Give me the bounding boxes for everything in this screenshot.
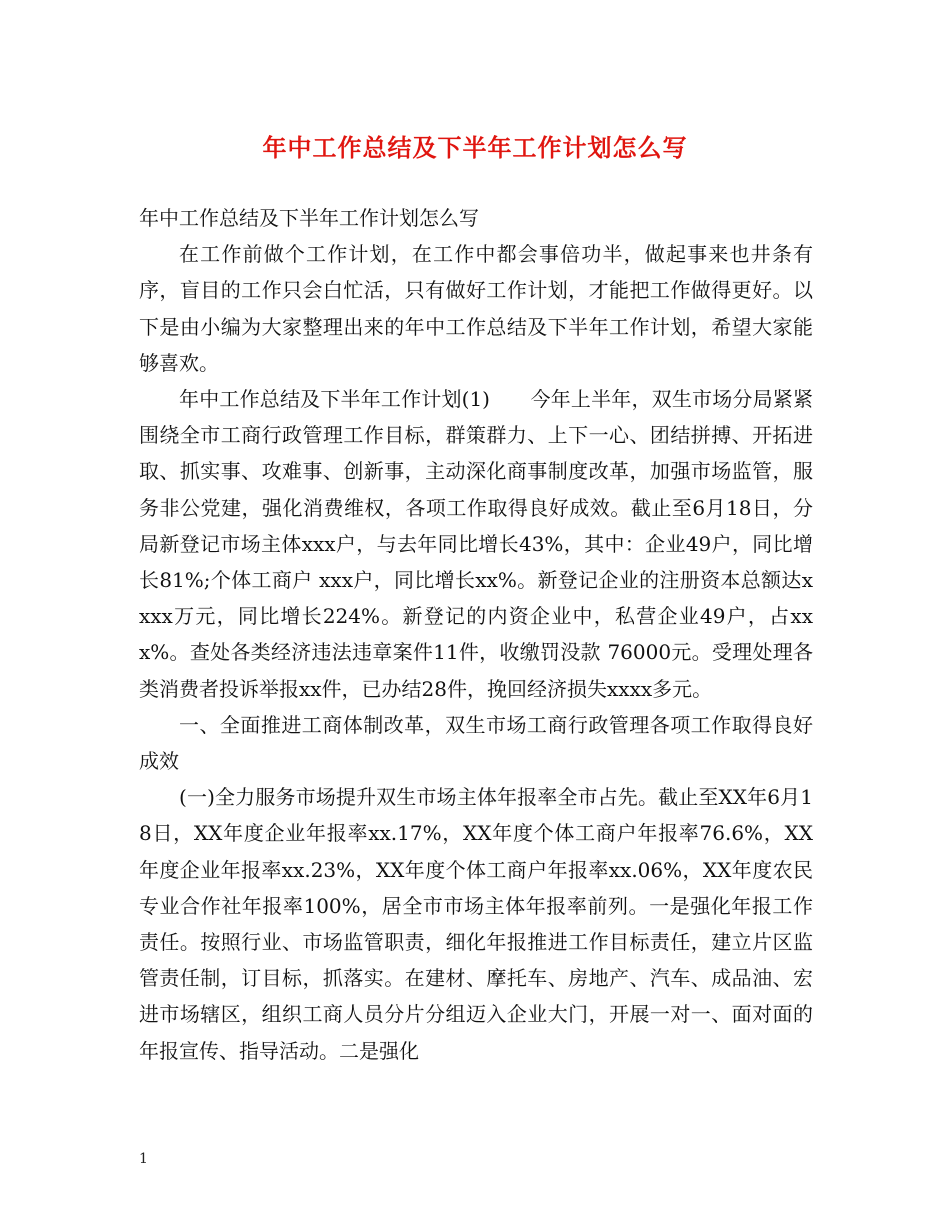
paragraph-heading: 年中工作总结及下半年工作计划怎么写 <box>139 206 479 230</box>
document-title: 年中工作总结及下半年工作计划怎么写 <box>262 133 688 162</box>
paragraph-section-content: (一)全力服务市场提升双生市场主体年报率全市占先。截止至XX年6月18日，XX年度企业年报率xx.17%，XX年度个体工商户年报率76.6%，XX年度企业年报率xx.23%，XX年度个体工商户年报率xx.06%，XX年度农民专业合作社年报率100%，居全市市场主体年报率前列。一是强化年报工作责任。按照行业、市场监管职责，细化年报推进工作目标责任，建立片区监管责任制，订目标，抓落实。在建材、摩托车、房地产、汽车、成品油、宏进市场辖区，组织工商人员分片分组迈入企业大门，开展一对一、面对面的年报宣传、指导活动。二是强化 <box>139 785 813 1063</box>
paragraph-section-heading: 一、全面推进工商体制改革，双生市场工商行政管理各项工作取得良好成效 <box>139 712 813 774</box>
paragraph-summary: 年中工作总结及下半年工作计划(1) 今年上半年，双生市场分局紧紧围绕全市工商行政管理工作目标，群策群力、上下一心、团结拼搏、开拓进取、抓实事、攻难事、创新事，主动深化商事制度改革，加强市场监管，服务非公党建，强化消费维权，各项工作取得良好成效。截止至6月18日，分局新登记市场主体xxx户，与去年同比增长43%，其中：企业49户，同比增长81%;个体工商户 xxx户，同比增长xx%。新登记企业的注册资本总额达xxxx万元，同比增长224%。新登记的内资企业中，私营企业49户，占xxx%。查处各类经济违法违章案件11件，收缴罚没款 76000元。受理处理各类消费者投诉举报xx件，已办结28件，挽回经济损失xxxx多元。 <box>139 387 813 701</box>
document-body <box>139 200 813 1069</box>
page-number: 1 <box>139 1151 148 1167</box>
paragraph-intro: 在工作前做个工作计划，在工作中都会事倍功半，做起事来也井条有序，盲目的工作只会白忙活，只有做好工作计划，才能把工作做得更好。以下是由小编为大家整理出来的年中工作总结及下半年工作计划，希望大家能够喜欢。 <box>139 242 813 375</box>
